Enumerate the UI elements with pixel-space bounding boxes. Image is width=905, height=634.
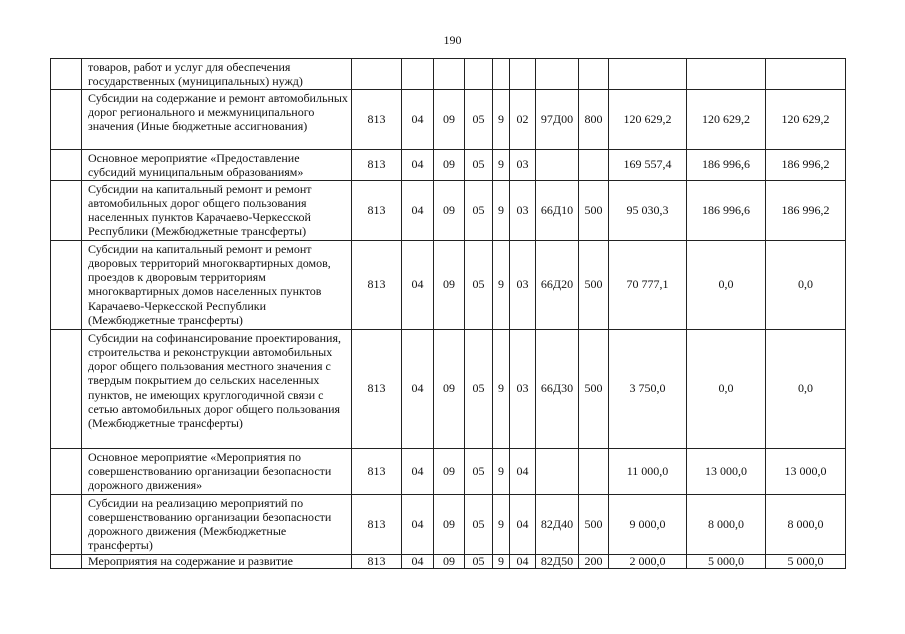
amount-2020-cell: 70 777,1 xyxy=(609,240,687,329)
expense-type-cell: 500 xyxy=(579,240,609,329)
main-event-code-cell xyxy=(510,59,536,90)
item-name-cell: Субсидии на капитальный ремонт и ремонт дворовых территорий многоквартирных домов, проездов к дворовым территориям многоквартирных домов населенных пунктов Карачаево-Черкесской Республики (Межбюджетные трансферты) xyxy=(82,240,352,329)
table-row xyxy=(51,149,846,180)
subprogram-code-cell: 9 xyxy=(493,329,510,448)
item-name-cell: Субсидии на реализацию мероприятий по совершенствованию организации безопасности дорожного движения (Межбюджетные трансферты) xyxy=(82,494,352,554)
amount-2021-cell: 186 996,6 xyxy=(687,149,766,180)
ministry-code-cell: 813 xyxy=(352,554,402,568)
ministry-code-cell: 813 xyxy=(352,89,402,149)
expense-type-cell xyxy=(579,448,609,494)
subsection-code-cell: 09 xyxy=(434,89,465,149)
main-event-code-cell: 03 xyxy=(510,149,536,180)
program-code-cell: 05 xyxy=(465,240,493,329)
subprogram-code-cell: 9 xyxy=(493,180,510,240)
amount-2022-cell: 186 996,2 xyxy=(766,180,846,240)
program-code-cell: 05 xyxy=(465,329,493,448)
subsection-code-cell: 09 xyxy=(434,180,465,240)
amount-2021-cell: 5 000,0 xyxy=(687,554,766,568)
program-code-cell: 05 xyxy=(465,149,493,180)
section-code-cell xyxy=(402,59,434,90)
target-code-cell xyxy=(536,448,579,494)
subprogram-code-cell: 9 xyxy=(493,448,510,494)
subsection-code-cell: 09 xyxy=(434,494,465,554)
subsection-code-cell: 09 xyxy=(434,448,465,494)
main-event-code-cell: 04 xyxy=(510,554,536,568)
subprogram-code-cell: 9 xyxy=(493,149,510,180)
section-code-cell: 04 xyxy=(402,180,434,240)
table-row xyxy=(51,89,846,149)
program-code-cell: 05 xyxy=(465,89,493,149)
ministry-code-cell: 813 xyxy=(352,149,402,180)
row-number-cell xyxy=(51,494,82,554)
subprogram-code-cell xyxy=(493,59,510,90)
table-row xyxy=(51,329,846,448)
main-event-code-cell: 04 xyxy=(510,494,536,554)
program-code-cell: 05 xyxy=(465,494,493,554)
amount-2020-cell: 169 557,4 xyxy=(609,149,687,180)
item-name-cell: товаров, работ и услуг для обеспечения государственных (муниципальных) нужд) xyxy=(82,59,352,90)
amount-2022-cell: 120 629,2 xyxy=(766,89,846,149)
main-event-code-cell: 04 xyxy=(510,448,536,494)
amount-2020-cell xyxy=(609,59,687,90)
row-number-cell xyxy=(51,240,82,329)
ministry-code-cell: 813 xyxy=(352,240,402,329)
table-row xyxy=(51,494,846,554)
target-code-cell: 82Д40 xyxy=(536,494,579,554)
subsection-code-cell: 09 xyxy=(434,149,465,180)
amount-2020-cell: 3 750,0 xyxy=(609,329,687,448)
expense-type-cell: 500 xyxy=(579,180,609,240)
subprogram-code-cell: 9 xyxy=(493,554,510,568)
table-row xyxy=(51,240,846,329)
amount-2022-cell xyxy=(766,59,846,90)
subprogram-code-cell: 9 xyxy=(493,89,510,149)
amount-2020-cell: 95 030,3 xyxy=(609,180,687,240)
row-number-cell xyxy=(51,89,82,149)
program-code-cell xyxy=(465,59,493,90)
row-number-cell xyxy=(51,448,82,494)
ministry-code-cell: 813 xyxy=(352,494,402,554)
main-event-code-cell: 02 xyxy=(510,89,536,149)
amount-2021-cell: 0,0 xyxy=(687,240,766,329)
budget-table xyxy=(50,58,846,569)
amount-2022-cell: 8 000,0 xyxy=(766,494,846,554)
amount-2022-cell: 0,0 xyxy=(766,329,846,448)
section-code-cell: 04 xyxy=(402,329,434,448)
section-code-cell: 04 xyxy=(402,89,434,149)
table-row xyxy=(51,180,846,240)
table-row xyxy=(51,448,846,494)
expense-type-cell: 500 xyxy=(579,494,609,554)
expense-type-cell xyxy=(579,59,609,90)
target-code-cell xyxy=(536,59,579,90)
amount-2020-cell: 120 629,2 xyxy=(609,89,687,149)
ministry-code-cell xyxy=(352,59,402,90)
amount-2022-cell: 0,0 xyxy=(766,240,846,329)
program-code-cell: 05 xyxy=(465,448,493,494)
target-code-cell: 66Д30 xyxy=(536,329,579,448)
main-event-code-cell: 03 xyxy=(510,329,536,448)
target-code-cell: 82Д50 xyxy=(536,554,579,568)
ministry-code-cell: 813 xyxy=(352,448,402,494)
amount-2021-cell: 0,0 xyxy=(687,329,766,448)
amount-2021-cell: 120 629,2 xyxy=(687,89,766,149)
amount-2020-cell: 11 000,0 xyxy=(609,448,687,494)
amount-2021-cell: 13 000,0 xyxy=(687,448,766,494)
subsection-code-cell xyxy=(434,59,465,90)
amount-2022-cell: 186 996,2 xyxy=(766,149,846,180)
row-number-cell xyxy=(51,180,82,240)
table-row xyxy=(51,59,846,90)
subprogram-code-cell: 9 xyxy=(493,494,510,554)
expense-type-cell xyxy=(579,149,609,180)
amount-2021-cell: 186 996,6 xyxy=(687,180,766,240)
table-row xyxy=(51,554,846,568)
program-code-cell: 05 xyxy=(465,554,493,568)
main-event-code-cell: 03 xyxy=(510,180,536,240)
row-number-cell xyxy=(51,59,82,90)
amount-2022-cell: 13 000,0 xyxy=(766,448,846,494)
amount-2021-cell: 8 000,0 xyxy=(687,494,766,554)
item-name-cell: Субсидии на софинансирование проектирования, строительства и реконструкции автомобильных дорог общего пользования местного значения с твердым покрытием до сельских населенных пунктов, не имеющих круглогодичной связи с сетью автомобильных дорог общего пользования (Межбюджетные трансферты) xyxy=(82,329,352,448)
amount-2021-cell xyxy=(687,59,766,90)
target-code-cell xyxy=(536,149,579,180)
page-number: 190 xyxy=(443,33,462,47)
row-number-cell xyxy=(51,554,82,568)
row-number-cell xyxy=(51,329,82,448)
amount-2022-cell: 5 000,0 xyxy=(766,554,846,568)
item-name-cell: Мероприятия на содержание и развитие xyxy=(82,554,352,568)
section-code-cell: 04 xyxy=(402,554,434,568)
ministry-code-cell: 813 xyxy=(352,329,402,448)
expense-type-cell: 800 xyxy=(579,89,609,149)
subsection-code-cell: 09 xyxy=(434,554,465,568)
subsection-code-cell: 09 xyxy=(434,240,465,329)
row-number-cell xyxy=(51,149,82,180)
section-code-cell: 04 xyxy=(402,149,434,180)
target-code-cell: 66Д20 xyxy=(536,240,579,329)
item-name-cell: Субсидии на содержание и ремонт автомобильных дорог регионального и межмуниципального значения (Иные бюджетные ассигнования) xyxy=(82,89,352,149)
program-code-cell: 05 xyxy=(465,180,493,240)
section-code-cell: 04 xyxy=(402,448,434,494)
section-code-cell: 04 xyxy=(402,494,434,554)
expense-type-cell: 200 xyxy=(579,554,609,568)
ministry-code-cell: 813 xyxy=(352,180,402,240)
subsection-code-cell: 09 xyxy=(434,329,465,448)
target-code-cell: 97Д00 xyxy=(536,89,579,149)
item-name-cell: Субсидии на капитальный ремонт и ремонт автомобильных дорог общего пользования населенных пунктов Карачаево-Черкесской Республики (Межбюджетные трансферты) xyxy=(82,180,352,240)
target-code-cell: 66Д10 xyxy=(536,180,579,240)
section-code-cell: 04 xyxy=(402,240,434,329)
subprogram-code-cell: 9 xyxy=(493,240,510,329)
amount-2020-cell: 2 000,0 xyxy=(609,554,687,568)
main-event-code-cell: 03 xyxy=(510,240,536,329)
amount-2020-cell: 9 000,0 xyxy=(609,494,687,554)
item-name-cell: Основное мероприятие «Мероприятия по совершенствованию организации безопасности дорожного движения» xyxy=(82,448,352,494)
item-name-cell: Основное мероприятие «Предоставление субсидий муниципальным образованиям» xyxy=(82,149,352,180)
expense-type-cell: 500 xyxy=(579,329,609,448)
